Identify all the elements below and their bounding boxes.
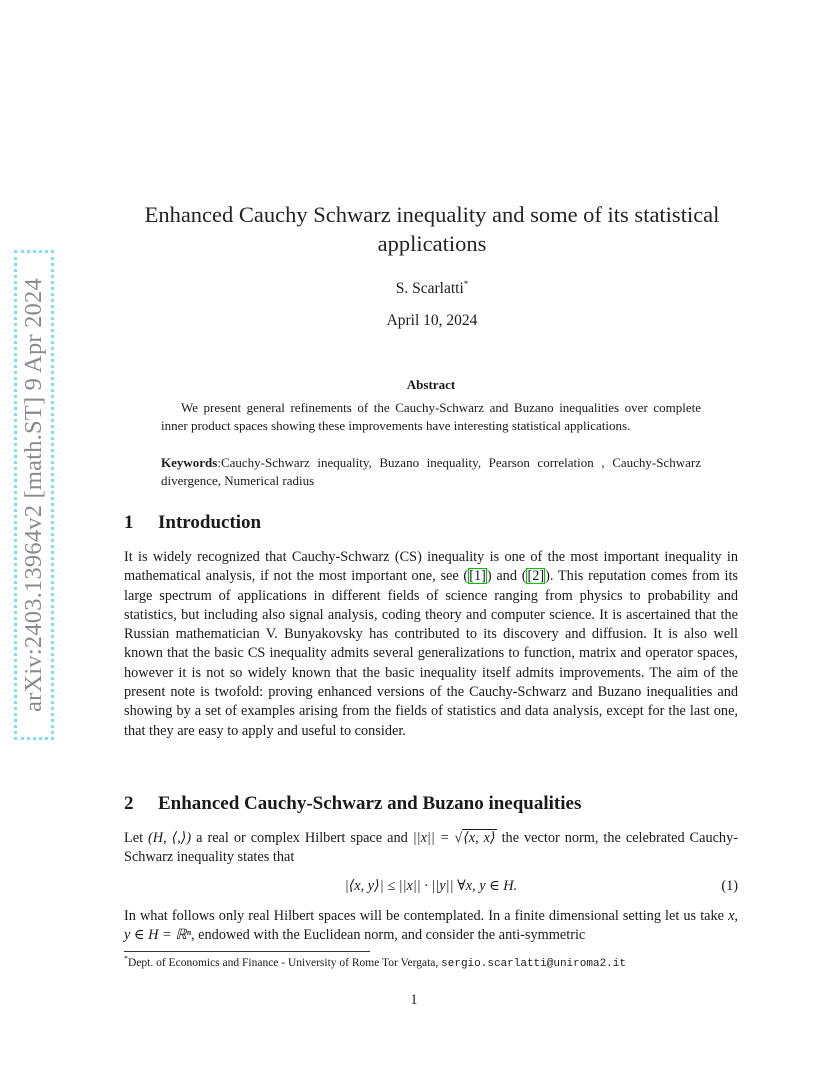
section-number: 1 (124, 512, 134, 533)
abstract-body: We present general refinements of the Cauchy-Schwarz and Buzano inequalities over complete inner product spaces showing these improvements have interesting statistical applications. (161, 400, 701, 433)
footnote (124, 954, 744, 970)
citation-link-2[interactable]: [2] (527, 568, 545, 585)
footnote-email[interactable]: sergio.scarlatti@uniroma2.it (441, 957, 626, 970)
footnote-mark: * (124, 954, 128, 963)
page-number: 1 (410, 992, 418, 1008)
text-run: It is widely recognized that Cauchy-Schwarz (CS) inequality is one of the most important inequality in mathematical analysis, if not the most important one, see ( (124, 549, 738, 585)
introduction-paragraph (124, 548, 738, 741)
arxiv-stamp (14, 250, 54, 740)
author-footnote-mark[interactable]: * (463, 279, 469, 289)
keywords-label: Keywords (161, 455, 218, 470)
text-run: ) and ( (486, 568, 527, 585)
text-run: In what follows only real Hilbert spaces will be contemplated. In a finite dimensional setting let us take (124, 908, 729, 924)
paper-title: Enhanced Cauchy Schwarz inequality and some of its statistical applications (144, 202, 720, 256)
abstract-heading: Abstract (406, 377, 456, 392)
arxiv-stamp-text: arXiv:2403.13964v2 [math.ST] 9 Apr 2024 (20, 278, 47, 712)
section-heading-enhanced (124, 793, 581, 815)
paper-date: April 10, 2024 (386, 312, 478, 329)
equation-formula: |⟨x, y⟩| ≤ ||x|| · ||y|| ∀x, y ∈ H. (344, 878, 518, 894)
author (120, 279, 744, 298)
text-run: , endowed with the Euclidean norm, and consider the anti-symmetric (191, 927, 586, 944)
equation-1 (124, 878, 738, 895)
author-name: S. Scarlatti (395, 280, 464, 298)
citation-link-1[interactable]: [1] (469, 568, 486, 585)
section-heading-introduction (124, 512, 261, 534)
section-title: Introduction (158, 512, 262, 533)
equation-number: (1) (721, 878, 738, 894)
section-number: 2 (124, 793, 134, 814)
text-run: the vector norm, the celebrated Cauchy-Schwarz inequality states that (124, 830, 738, 866)
text-run: a real or complex Hilbert space and (191, 830, 413, 846)
math-inner-product: ⟨x, x⟩ (463, 830, 496, 846)
section-title: Enhanced Cauchy-Schwarz and Buzano inequalities (158, 793, 582, 814)
text-run: ). This reputation comes from its large spectrum of applications in different fields of science ranging from physics to probability and statistics, but including also signal analysis, coding theory and computer science. It is ascertained that the Russian mathematician V. Bunyakovsky has contributed to its discovery and diffusion. It is also well known that the basic CS inequality admits several generalizations to function, matrix and operator spaces, however it is not so widely known that the basic inequality itself admits improvements. The aim of the present note is twofold: proving enhanced versions of the Cauchy-Schwarz and Buzano inequalities and showing by a set of examples arising from the fields of statistics and data analysis, except for the last one, that they are easy to apply and useful to consider. (124, 568, 738, 739)
text-run: Let (124, 830, 149, 846)
keywords-list: :Cauchy-Schwarz inequality, Buzano inequality, Pearson correlation , Cauchy-Schwarz divergence, Numerical radius (161, 455, 701, 488)
section2-paragraph-1 (124, 829, 738, 868)
math-space: x, y ∈ H = ℝⁿ (124, 908, 738, 944)
keywords (161, 454, 701, 490)
footnote-rule (124, 951, 370, 952)
math-norm: ||x|| = √ (412, 830, 463, 846)
section2-paragraph-2 (124, 907, 738, 946)
footnote-text: Dept. of Economics and Finance - University of Rome Tor Vergata, (128, 956, 442, 969)
math-hilbert-space: (H, ⟨,⟩) (148, 830, 192, 846)
